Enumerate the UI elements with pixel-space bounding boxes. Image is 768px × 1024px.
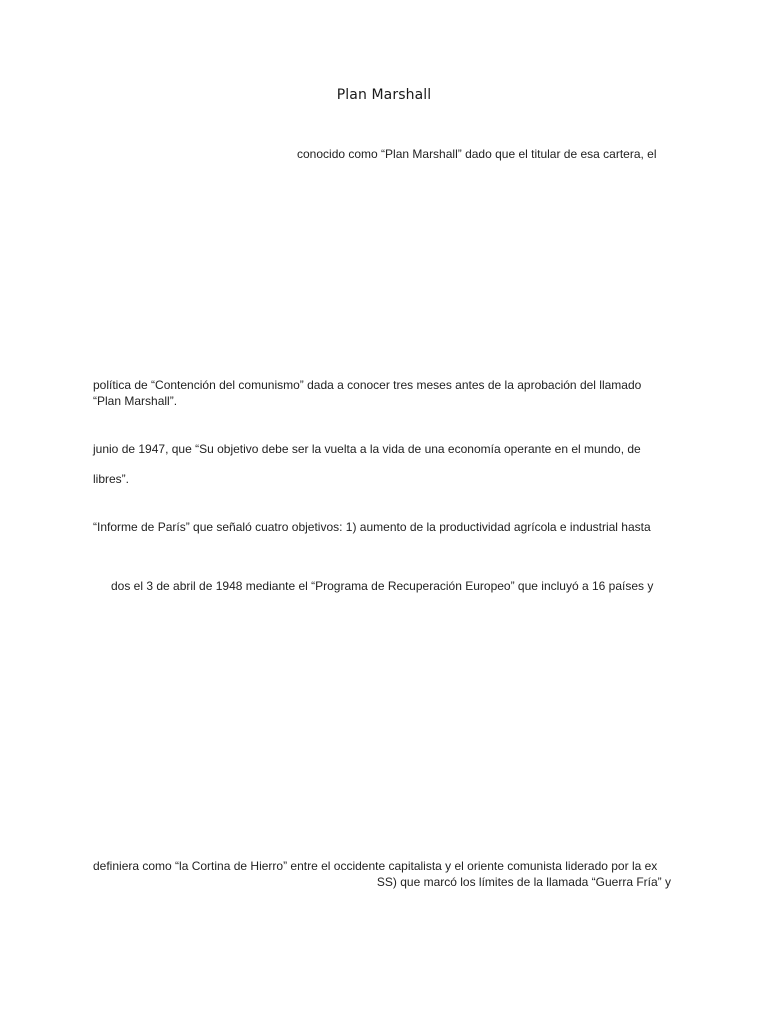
- text-line: conocido como “Plan Marshall” dado que el titular de esa cartera, el: [297, 147, 657, 161]
- text-line: junio de 1947, que “Su objetivo debe ser la vuelta a la vida de una economía operante en el mundo, de: [93, 442, 641, 456]
- text-line: dos el 3 de abril de 1948 mediante el “Programa de Recuperación Europeo” que incluyó a 16 países y: [111, 579, 654, 593]
- text-line: “Informe de París” que señaló cuatro objetivos: 1) aumento de la productividad agrícola e industrial hasta: [93, 520, 651, 534]
- text-line: política de “Contención del comunismo” dada a conocer tres meses antes de la aprobación del llamado: [93, 378, 642, 392]
- text-line: libres”.: [93, 472, 130, 486]
- text-line: SS) que marcó los límites de la llamada “Guerra Fría” y: [376, 875, 671, 889]
- text-line: “Plan Marshall”.: [93, 394, 178, 408]
- text-line: definiera como “la Cortina de Hierro” entre el occidente capitalista y el oriente comunista liderado por la ex: [93, 859, 658, 873]
- document-title: Plan Marshall: [336, 87, 432, 103]
